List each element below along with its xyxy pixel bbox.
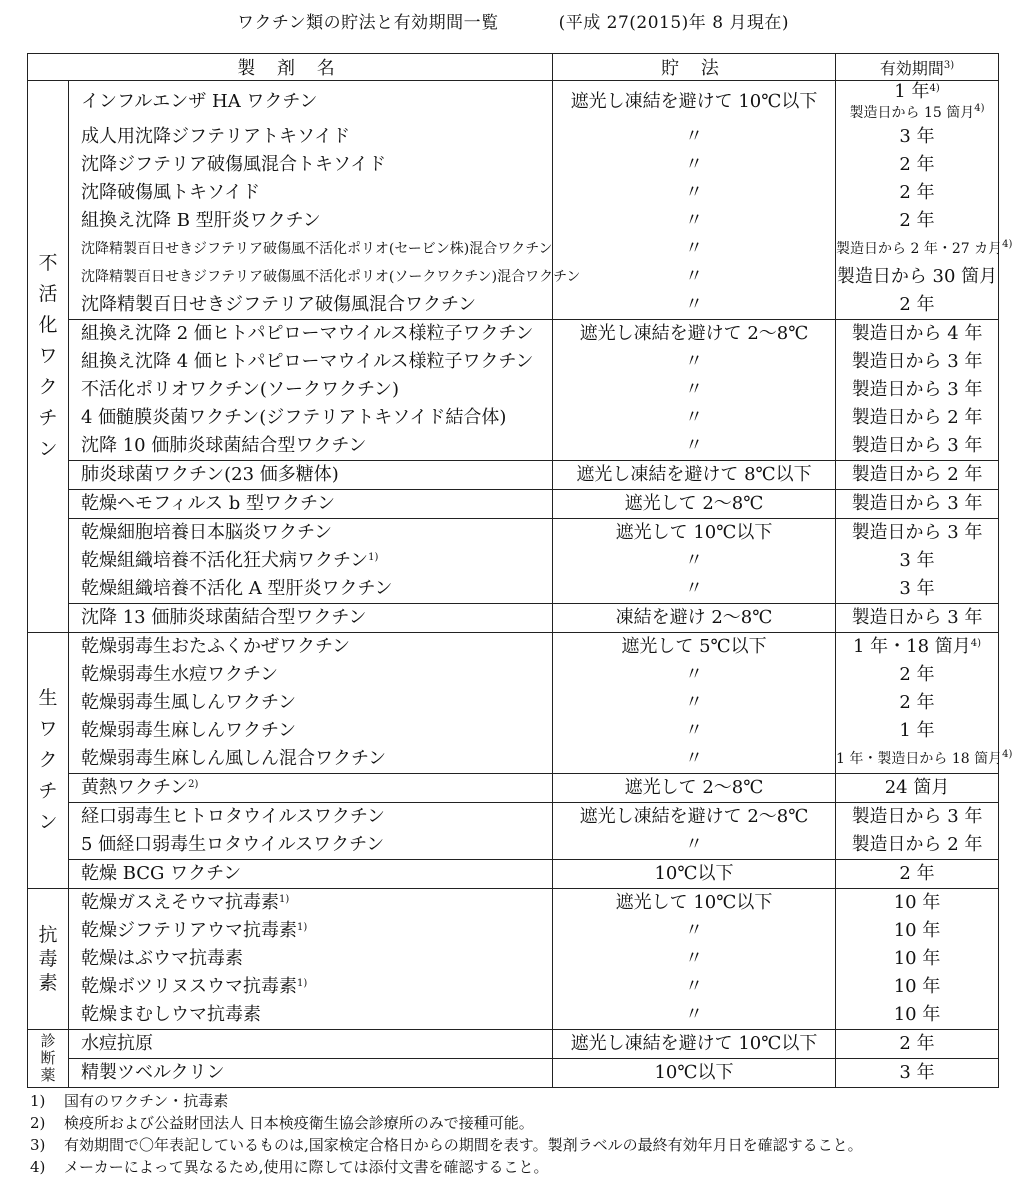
group-row xyxy=(28,1030,999,1059)
document-title xyxy=(0,8,1026,33)
expiry-value: 製造日から 3 年 xyxy=(851,522,983,543)
storage-value: 〃 xyxy=(685,435,704,456)
storage-value: 〃 xyxy=(685,210,704,231)
expiry-value: 10 年 xyxy=(893,892,941,913)
expiry-cell xyxy=(836,889,999,1030)
storage-value: 10℃以下 xyxy=(654,1062,734,1083)
expiry-value: 1 年$^{4)}$ 製造日から 15 箇月$^{4)}$ xyxy=(849,81,985,121)
storage-value: 10℃以下 xyxy=(654,863,734,884)
group-row xyxy=(28,774,999,803)
expiry-value: 10 年 xyxy=(893,976,941,997)
vaccine-name: 精製ツベルクリン xyxy=(81,1062,225,1083)
group-row xyxy=(28,320,999,461)
vaccine-name: 沈降ジフテリア破傷風混合トキソイド xyxy=(81,154,387,175)
expiry-value: 製造日から 3 年 xyxy=(851,435,983,456)
storage-value: 遮光して 2〜8℃ xyxy=(624,777,764,798)
storage-value: 遮光し凍結を避けて 10℃以下 xyxy=(570,91,818,112)
vaccine-name: 沈降 10 価肺炎球菌結合型ワクチン xyxy=(81,435,367,456)
names-cell xyxy=(69,81,581,320)
footnote: 2) 検疫所および公益財団法人 日本検疫衛生協会診療所のみで接種可能。 xyxy=(30,1114,534,1132)
group-row xyxy=(28,803,999,860)
names-cell xyxy=(69,1030,553,1059)
expiry-value: 1 年・製造日から 18 箇月$^{4)}$ xyxy=(836,749,1013,767)
expiry-value: 製造日から 30 箇月 xyxy=(836,266,998,287)
category-live: 生ワクチン xyxy=(28,633,69,889)
storage-value: 遮光し凍結を避けて 8℃以下 xyxy=(576,464,812,485)
storage-value: 〃 xyxy=(685,920,704,941)
storage-cell xyxy=(553,490,836,519)
expiry-cell xyxy=(836,604,999,633)
vaccine-name: 沈降 13 価肺炎球菌結合型ワクチン xyxy=(81,607,367,628)
names-cell xyxy=(69,803,553,860)
expiry-value: 製造日から 2 年 xyxy=(851,407,983,428)
expiry-value: 製造日から 2 年・27 カ月$^{4)}$ xyxy=(836,239,1013,257)
names-cell xyxy=(69,490,553,519)
expiry-cell xyxy=(836,81,1013,320)
storage-value: 〃 xyxy=(685,154,704,175)
names-cell xyxy=(69,633,553,774)
expiry-value: 2 年 xyxy=(899,692,935,713)
expiry-cell xyxy=(836,803,999,860)
footnotes xyxy=(30,1090,863,1178)
vaccine-name: 組換え沈降 B 型肝炎ワクチン xyxy=(81,210,321,231)
title-date: (平成 27(2015)年 8 月現在) xyxy=(558,13,790,33)
expiry-cell xyxy=(836,1059,999,1088)
vaccine-name: 経口弱毒生ヒトロタウイルスワクチン xyxy=(81,806,386,827)
vaccine-name: 乾燥弱毒生風しんワクチン xyxy=(81,692,297,713)
expiry-value: 製造日から 3 年 xyxy=(851,806,983,827)
group-row xyxy=(28,81,999,320)
storage-cell xyxy=(553,320,836,461)
vaccine-name: 乾燥ヘモフィルス b 型ワクチン xyxy=(81,493,336,514)
storage-cell xyxy=(553,1030,836,1059)
storage-value: 凍結を避け 2〜8℃ xyxy=(615,607,773,628)
vaccine-name: 肺炎球菌ワクチン(23 価多糖体) xyxy=(81,464,339,485)
storage-value: 〃 xyxy=(685,578,704,599)
expiry-value: 2 年 xyxy=(899,154,935,175)
expiry-cell xyxy=(836,633,1013,774)
storage-value: 〃 xyxy=(685,238,704,259)
footnote: 1) 国有のワクチン・抗毒素 xyxy=(30,1092,229,1110)
storage-value: 〃 xyxy=(685,407,704,428)
vaccine-name: 乾燥組織培養不活化 A 型肝炎ワクチン xyxy=(81,578,393,599)
storage-cell xyxy=(553,803,836,860)
expiry-value: 2 年 xyxy=(899,182,935,203)
names-cell xyxy=(69,774,553,803)
vaccine-name: 乾燥ボツリヌスウマ抗毒素$^{1)}$ xyxy=(81,976,308,997)
vaccine-name: 組換え沈降 4 価ヒトパピローマウイルス様粒子ワクチン xyxy=(81,351,534,372)
expiry-value: 10 年 xyxy=(893,1004,941,1025)
vaccine-name: 乾燥弱毒生麻しんワクチン xyxy=(81,720,297,741)
storage-value: 〃 xyxy=(685,1004,704,1025)
expiry-value: 3 年 xyxy=(899,550,935,571)
category-inactivated: 不活化ワクチン xyxy=(28,81,69,633)
footnote: 4) メーカーによって異なるため,使用に際しては添付文書を確認すること。 xyxy=(30,1158,549,1176)
vaccine-name: 沈降精製百日せきジフテリア破傷風不活化ポリオ(ソークワクチン)混合ワクチン xyxy=(81,269,581,285)
expiry-value: 3 年 xyxy=(899,126,935,147)
expiry-value: 2 年 xyxy=(899,664,935,685)
storage-value: 〃 xyxy=(685,692,704,713)
group-row xyxy=(28,889,999,1030)
vaccine-name: 乾燥組織培養不活化狂犬病ワクチン$^{1)}$ xyxy=(81,550,379,571)
title-main: ワクチン類の貯法と有効期間一覧 xyxy=(236,13,499,33)
vaccine-name: 乾燥 BCG ワクチン xyxy=(81,863,242,884)
expiry-value: 製造日から 3 年 xyxy=(851,493,983,514)
storage-value: 〃 xyxy=(685,266,704,287)
expiry-value: 1 年・18 箇月$^{4)}$ xyxy=(852,636,982,657)
storage-value: 〃 xyxy=(685,834,704,855)
vaccine-name: 乾燥弱毒生おたふくかぜワクチン xyxy=(81,636,351,657)
names-cell xyxy=(69,519,553,604)
vaccine-table xyxy=(27,53,1013,1088)
expiry-value: 製造日から 4 年 xyxy=(851,323,983,344)
vaccine-name: 沈降破傷風トキソイド xyxy=(81,182,261,203)
storage-value: 〃 xyxy=(685,550,704,571)
expiry-cell xyxy=(836,461,999,490)
names-cell xyxy=(69,604,553,633)
expiry-cell xyxy=(836,1030,999,1059)
header-name: 製 剤 名 xyxy=(28,54,553,81)
vaccine-name: 乾燥ガスえそウマ抗毒素$^{1)}$ xyxy=(81,892,290,913)
expiry-value: 3 年 xyxy=(899,578,935,599)
vaccine-name: 5 価経口弱毒生ロタウイルスワクチン xyxy=(81,834,385,855)
storage-cell xyxy=(553,461,836,490)
expiry-value: 2 年 xyxy=(899,863,935,884)
category-antitoxin: 抗毒素 xyxy=(28,889,69,1030)
expiry-value: 2 年 xyxy=(899,294,935,315)
storage-value: 遮光し凍結を避けて 2〜8℃ xyxy=(579,806,809,827)
vaccine-name: 乾燥はぶウマ抗毒素 xyxy=(81,948,243,969)
footnote: 3) 有効期間で〇年表記しているものは,国家検定合格日からの期間を表す。製剤ラベルの最終有効年月日を確認すること。 xyxy=(30,1136,863,1154)
vaccine-name: 水痘抗原 xyxy=(81,1033,153,1054)
group-row xyxy=(28,860,999,889)
storage-value: 〃 xyxy=(685,126,704,147)
storage-value: 遮光して 5℃以下 xyxy=(621,636,767,657)
header-row xyxy=(28,54,999,81)
expiry-value: 1 年 xyxy=(899,720,935,741)
names-cell xyxy=(69,1059,553,1088)
vaccine-name: インフルエンザ HA ワクチン xyxy=(81,91,318,112)
vaccine-name: 乾燥弱毒生麻しん風しん混合ワクチン xyxy=(81,748,387,769)
expiry-value: 製造日から 3 年 xyxy=(851,379,983,400)
vaccine-name: 乾燥まむしウマ抗毒素 xyxy=(81,1004,261,1025)
group-row xyxy=(28,604,999,633)
storage-cell xyxy=(553,519,836,604)
vaccine-name: 黄熱ワクチン$^{2)}$ xyxy=(81,777,199,798)
storage-value: 遮光して 2〜8℃ xyxy=(624,493,764,514)
header-storage: 貯 法 xyxy=(553,54,836,81)
storage-value: 〃 xyxy=(685,748,704,769)
expiry-cell xyxy=(836,490,999,519)
vaccine-name: 成人用沈降ジフテリアトキソイド xyxy=(81,126,351,147)
storage-cell xyxy=(553,860,836,889)
vaccine-name: 沈降精製百日せきジフテリア破傷風混合ワクチン xyxy=(81,294,477,315)
storage-value: 遮光して 10℃以下 xyxy=(615,522,773,543)
group-row xyxy=(28,461,999,490)
names-cell xyxy=(69,889,553,1030)
vaccine-name: 組換え沈降 2 価ヒトパピローマウイルス様粒子ワクチン xyxy=(81,323,534,344)
storage-cell xyxy=(553,889,836,1030)
storage-value: 〃 xyxy=(685,976,704,997)
names-cell xyxy=(69,320,553,461)
vaccine-name: 不活化ポリオワクチン(ソークワクチン) xyxy=(81,379,400,400)
storage-value: 〃 xyxy=(685,182,704,203)
vaccine-name: 4 価髄膜炎菌ワクチン(ジフテリアトキソイド結合体) xyxy=(81,407,507,428)
vaccine-name: 乾燥弱毒生水痘ワクチン xyxy=(81,664,279,685)
storage-cell xyxy=(553,633,836,774)
expiry-value: 2 年 xyxy=(899,210,935,231)
storage-cell xyxy=(553,1059,836,1088)
expiry-value: 2 年 xyxy=(899,1033,935,1054)
expiry-cell xyxy=(836,320,999,461)
storage-cell xyxy=(553,81,836,320)
storage-value: 〃 xyxy=(685,948,704,969)
group-row xyxy=(28,633,999,774)
header-expiry: 有効期間$^{3)}$ xyxy=(836,54,999,81)
vaccine-name: 乾燥ジフテリアウマ抗毒素$^{1)}$ xyxy=(81,920,308,941)
group-row xyxy=(28,490,999,519)
storage-value: 〃 xyxy=(685,351,704,372)
storage-value: 〃 xyxy=(685,664,704,685)
expiry-value: 10 年 xyxy=(893,948,941,969)
vaccine-name: 沈降精製百日せきジフテリア破傷風不活化ポリオ(セービン株)混合ワクチン xyxy=(81,241,553,257)
group-row xyxy=(28,1059,999,1088)
expiry-value: 3 年 xyxy=(899,1062,935,1083)
storage-value: 遮光し凍結を避けて 2〜8℃ xyxy=(579,323,809,344)
expiry-value: 製造日から 2 年 xyxy=(851,464,983,485)
expiry-value: 製造日から 2 年 xyxy=(851,834,983,855)
expiry-cell xyxy=(836,519,999,604)
names-cell xyxy=(69,860,553,889)
names-cell xyxy=(69,461,553,490)
expiry-value: 10 年 xyxy=(893,920,941,941)
expiry-cell xyxy=(836,860,999,889)
storage-value: 〃 xyxy=(685,294,704,315)
storage-value: 〃 xyxy=(685,720,704,741)
group-row xyxy=(28,519,999,604)
expiry-value: 24 箇月 xyxy=(884,777,950,798)
expiry-value: 製造日から 3 年 xyxy=(851,607,983,628)
storage-cell xyxy=(553,774,836,803)
expiry-value: 製造日から 3 年 xyxy=(851,351,983,372)
expiry-cell xyxy=(836,774,999,803)
storage-value: 遮光し凍結を避けて 10℃以下 xyxy=(570,1033,818,1054)
storage-cell xyxy=(553,604,836,633)
storage-value: 〃 xyxy=(685,379,704,400)
vaccine-name: 乾燥細胞培養日本脳炎ワクチン xyxy=(81,522,333,543)
storage-value: 遮光して 10℃以下 xyxy=(615,892,773,913)
category-diagnostic: 診断薬 xyxy=(28,1030,69,1088)
